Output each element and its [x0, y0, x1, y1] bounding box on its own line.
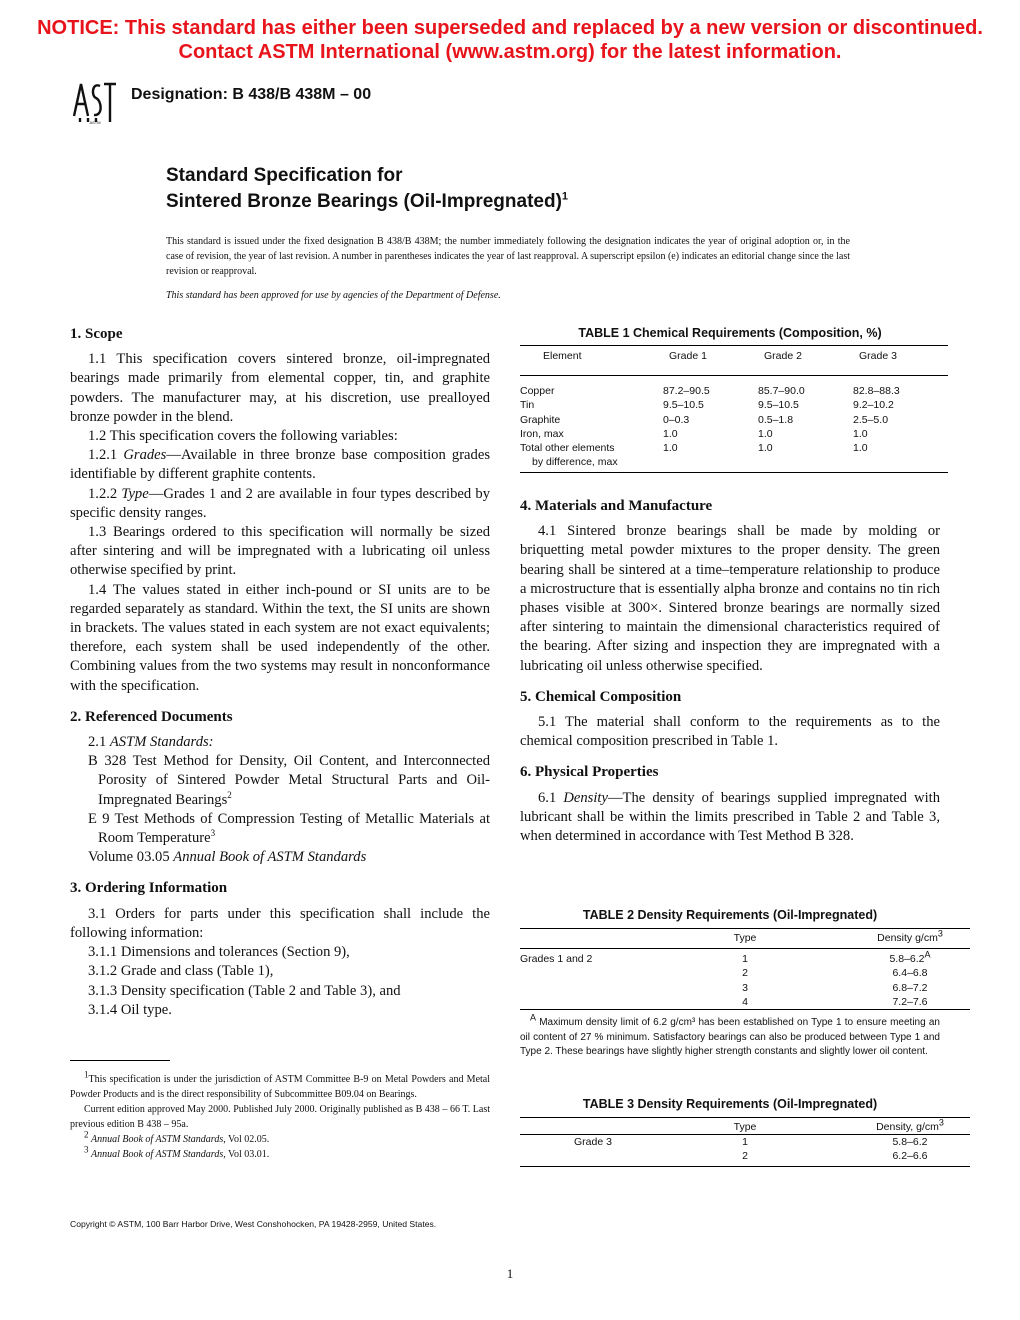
footnote-2-sup: 2	[84, 1129, 89, 1140]
copyright: Copyright © ASTM, 100 Barr Harbor Drive, West Conshohocken, PA 19428-2959, United States.	[70, 1219, 437, 1229]
para-1-2-1-num: 1.2.1	[88, 447, 124, 464]
table-2-header-blank	[520, 929, 700, 949]
table-1-cell: Copper	[520, 385, 555, 398]
table-1-cell	[520, 441, 663, 473]
table-row	[520, 981, 970, 995]
table-row	[520, 441, 948, 473]
scope-heading: 1. Scope	[70, 326, 123, 342]
table-3-block	[520, 1097, 944, 1167]
table-2	[520, 928, 970, 1010]
para-1-2-1	[70, 446, 490, 484]
table-row	[520, 949, 970, 967]
table-1-cell-line1: Total other elements	[520, 442, 615, 455]
table-1-cell-line2: by difference, max	[532, 456, 618, 469]
table-2-header-row	[520, 929, 970, 949]
para-5-1: 5.1 The material shall conform to the requirements as to the chemical composition prescribed in Table 1.	[520, 714, 940, 750]
table-3-cell: 6.2–6.6	[892, 1150, 928, 1163]
table-1-cell: 82.8–88.3	[853, 385, 900, 398]
ref-e9-text: E 9 Test Methods of Compression Testing of Metallic Materials at Room Temperature	[88, 810, 490, 847]
table-1-cell: 85.7–90.0	[758, 385, 805, 398]
table-3-header-row	[520, 1118, 970, 1135]
table-2-cell	[520, 966, 700, 980]
table-3-cell: 5.8–6.2	[892, 1136, 928, 1149]
table-2-cell: 7.2–7.6	[892, 995, 928, 1008]
para-2-1	[70, 733, 490, 752]
table-1-cell: 9.5–10.5	[758, 399, 799, 412]
table-row	[520, 413, 948, 427]
issued-note: This standard is issued under the fixed designation B 438/B 438M; the number immediately following the designation indicates the year of original adoption or, in the case of revision, the year of last revision. A number in parentheses indicates the year of last reapproval. A superscript epsilon (e) indicates an editorial change since the last revision or reapproval.	[166, 236, 850, 277]
para-3-1-2: 3.1.2 Grade and class (Table 1),	[88, 963, 274, 980]
footnote-1b: Current edition approved May 2000. Published July 2000. Originally published as B 438 – 66 T. Last previous edition B 438 – 95a.	[70, 1104, 490, 1130]
physical-heading: 6. Physical Properties	[520, 764, 659, 781]
table-2-cell	[520, 995, 700, 1010]
table-1-header-row	[520, 346, 948, 376]
table-3-header-density-text: Density, g/cm	[876, 1121, 939, 1133]
footnote-1-text: This specification is under the jurisdiction of ASTM Committee B-9 on Metal Powders and Metal Powder Products and is the direct responsibility of Subcommittee B09.04 on Bearings.	[70, 1074, 490, 1100]
table-3-header-type: Type	[733, 1121, 757, 1133]
table-1-cell: 1.0	[663, 427, 678, 440]
title-line-1: Standard Specification for	[166, 165, 403, 186]
table-3-cell	[520, 1149, 700, 1166]
table-2-caption: TABLE 2 Density Requirements (Oil-Impregnated)	[582, 908, 878, 922]
table-3-header-density-sup: 3	[938, 1117, 944, 1128]
notice-line-2: Contact ASTM International (www.astm.org) for the latest information.	[178, 41, 842, 63]
table-3-cell: 1	[742, 1136, 748, 1149]
para-1-3: 1.3 Bearings ordered to this specification will normally be sized after sintering and will be impregnated with a lubricating oil unless otherwise specified by print.	[70, 524, 490, 579]
table-row	[520, 376, 948, 399]
table-2-header-density	[790, 929, 970, 949]
table-2-cell: 3	[742, 981, 748, 994]
right-column-text	[520, 497, 940, 846]
para-6-1-text: —The density of bearings supplied impregnated with lubricant shall be within the limits prescribed in Table 2 and Table 3, when determined in accordance with Test Method B 328.	[520, 789, 941, 845]
table-1-cell: 0–0.3	[663, 413, 690, 426]
footnote-1-sup: 1	[84, 1069, 89, 1080]
table-2-cell-sup: A	[924, 949, 931, 960]
ref-b328	[70, 752, 490, 810]
page-title	[166, 163, 568, 215]
title-line-2	[166, 189, 568, 215]
left-column	[70, 325, 490, 1020]
table-2-note-sup: A	[530, 1012, 537, 1023]
para-1-2-1-text: —Available in three bronze base composition grades identifiable by different graphite contents.	[70, 447, 490, 483]
table-row	[520, 966, 970, 980]
logo-text: ASTM	[89, 120, 101, 124]
table-2-note-text: Maximum density limit of 6.2 g/cm³ has been established on Type 1 to ensure meeting an oil content of 27 % minimum. Satisfactory bearings can also be produced between Type 1 and Type 2. These bearings have slightly higher strength constants and slightly lower oil content.	[520, 1017, 940, 1058]
chemical-heading: 5. Chemical Composition	[520, 688, 682, 705]
title-line-2-text: Sintered Bronze Bearings (Oil-Impregnated)	[166, 191, 562, 212]
table-2-header-density-text: Density g/cm	[877, 932, 938, 944]
title-footnote-ref: 1	[561, 190, 569, 203]
table-1-cell: 9.5–10.5	[663, 399, 704, 412]
table-1-block	[520, 326, 940, 473]
table-2-header-density-sup: 3	[937, 928, 943, 939]
table-1-cell: Tin	[520, 399, 535, 412]
para-3-1-4: 3.1.4 Oil type.	[88, 1001, 172, 1018]
footnote-divider	[70, 1060, 170, 1061]
dod-note: This standard has been approved for use by agencies of the Department of Defense.	[166, 290, 501, 301]
table-1-cell: 1.0	[853, 442, 868, 455]
table-3-header-density	[790, 1118, 970, 1135]
para-1-2-1-term: Grades	[123, 447, 167, 464]
ordering-heading: 3. Ordering Information	[70, 880, 228, 897]
table-1-header-grade2: Grade 2	[764, 350, 802, 362]
para-1-2-2-text: —Grades 1 and 2 are available in four types described by specific density ranges.	[70, 485, 490, 521]
para-1-2-2	[70, 485, 490, 523]
para-6-1-num: 6.1	[538, 789, 564, 806]
ref-b328-sup: 2	[227, 789, 232, 800]
table-1-cell: 87.2–90.5	[663, 385, 710, 398]
table-3-group: Grade 3	[574, 1136, 612, 1149]
table-3-caption: TABLE 3 Density Requirements (Oil-Impregnated)	[582, 1097, 878, 1111]
footnote-2-title: Annual Book of ASTM Standards	[91, 1134, 224, 1145]
table-1-cell: Graphite	[520, 413, 561, 426]
table-2-cell: 2	[742, 967, 748, 980]
table-2-cell: 1	[742, 953, 748, 966]
para-3-1-1: 3.1.1 Dimensions and tolerances (Section 9),	[88, 944, 350, 961]
table-2-cell: 6.4–6.8	[892, 967, 928, 980]
table-3-cell: 2	[742, 1150, 748, 1163]
refdocs-heading: 2. Referenced Documents	[70, 708, 233, 725]
para-1-4: 1.4 The values stated in either inch-pound or SI units are to be regarded separately as standard. Within the text, the SI units are shown in brackets. The values stated in each system are not exact equivalents; therefore, each system shall be used independently of the other. Combining values from the two systems may result in nonconformance with the specification.	[70, 581, 490, 694]
footnotes	[70, 1069, 490, 1162]
notice-line-1: NOTICE: This standard has either been superseded and replaced by a new version or discontinued.	[37, 17, 983, 39]
table-1-cell: 2.5–5.0	[853, 413, 889, 426]
ref-e9-sup: 3	[210, 828, 216, 839]
table-2-cell	[520, 981, 700, 995]
table-row	[520, 427, 948, 441]
table-2-cell	[790, 949, 970, 967]
footnote-3-title: Annual Book of ASTM Standards	[91, 1149, 224, 1160]
para-1-1: 1.1 This specification covers sintered bronze, oil-impregnated bearings made primarily from elemental copper, tin, and graphite powders. The manufacturer may, at his discretion, use prealloyed bronze powder in the blend.	[70, 351, 490, 425]
table-1-cell: 1.0	[853, 427, 868, 440]
table-row	[520, 995, 970, 1010]
table-row	[520, 398, 948, 412]
para-3-1-3: 3.1.3 Density specification (Table 2 and Table 3), and	[88, 982, 401, 999]
ref-b328-text: B 328 Test Method for Density, Oil Content, and Interconnected Porosity of Sintered Powder Metal Structural Parts and Oil-Impregnated Bearings	[88, 753, 490, 808]
table-row	[520, 1135, 970, 1150]
table-2-cell-text: 5.8–6.2	[889, 953, 925, 966]
designation: Designation: B 438/B 438M – 00	[131, 86, 372, 103]
para-2-1-num: 2.1	[88, 734, 110, 751]
ref-volume	[70, 848, 490, 867]
table-2-cell: 6.8–7.2	[892, 981, 928, 994]
table-2-group: Grades 1 and 2	[520, 953, 593, 966]
materials-heading: 4. Materials and Manufacture	[520, 498, 713, 514]
table-2-cell: 4	[742, 995, 748, 1008]
table-row	[520, 1149, 970, 1166]
footnote-1	[70, 1069, 490, 1102]
table-1-header-grade1: Grade 1	[669, 350, 707, 362]
footnote-3	[70, 1144, 490, 1162]
para-6-1-term: Density	[563, 789, 608, 806]
para-1-2-2-num: 1.2.2	[88, 485, 122, 502]
table-2-header-type: Type	[733, 932, 757, 944]
table-1-cell: 1.0	[758, 442, 773, 455]
table-2-block	[520, 908, 943, 1060]
ref-volume-prefix: Volume 03.05	[88, 849, 174, 866]
footnote-2-vol: , Vol 02.05.	[223, 1134, 270, 1145]
table-1-header-grade3: Grade 3	[859, 350, 897, 362]
table-1-cell: Iron, max	[520, 427, 564, 440]
table-3	[520, 1117, 970, 1167]
footnote-3-sup: 3	[84, 1144, 89, 1155]
para-1-2: 1.2 This specification covers the following variables:	[88, 428, 398, 445]
table-1-caption: TABLE 1 Chemical Requirements (Composition, %)	[578, 326, 882, 340]
table-1-header-element: Element	[543, 350, 582, 362]
table-2-note	[520, 1012, 940, 1060]
ref-e9	[70, 810, 490, 848]
table-1-cell: 1.0	[663, 442, 678, 455]
page-number: 1	[506, 1266, 514, 1281]
para-2-1-term: ASTM Standards:	[109, 734, 214, 751]
table-1-cell: 0.5–1.8	[758, 413, 794, 426]
para-3-1: 3.1 Orders for parts under this specification shall include the following information:	[70, 905, 490, 941]
para-6-1	[520, 789, 940, 847]
table-1	[520, 345, 948, 473]
para-4-1: 4.1 Sintered bronze bearings shall be made by molding or briquetting metal powder mixtures to the proper density. The green bearing shall be sintered at a time–temperature relationship to produce a microstructure that is essentially alpha bronze and contains no tin rich phases visible at 300×. Sintered bronze bearings are normally sized after sintering to maintain the dimensional characteristics required of the bearing. After sizing and inspection they are impregnated with a lubricating oil unless otherwise specified.	[520, 523, 940, 674]
para-1-2-2-term: Type	[121, 485, 149, 502]
footnote-3-vol: , Vol 03.01.	[223, 1149, 270, 1160]
ref-volume-title: Annual Book of ASTM Standards	[173, 849, 367, 866]
table-3-header-blank	[520, 1118, 700, 1135]
footnote-2	[70, 1129, 490, 1147]
table-1-cell: 1.0	[758, 427, 773, 440]
table-1-cell: 9.2–10.2	[853, 399, 894, 412]
astm-logo-icon	[70, 78, 122, 124]
